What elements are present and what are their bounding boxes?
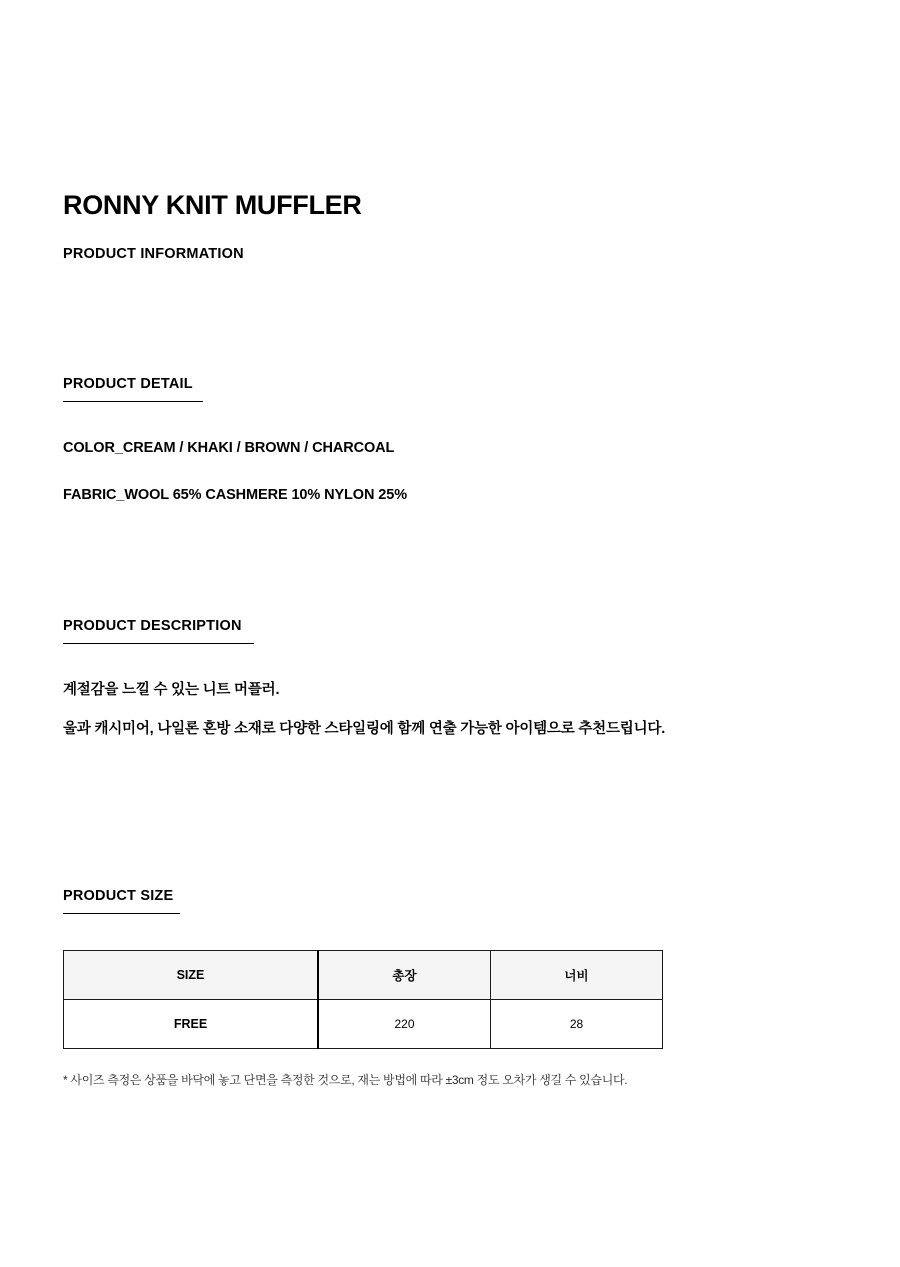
product-size-heading: [63, 886, 180, 914]
page-title: RONNY KNIT MUFFLER: [63, 190, 362, 220]
description-line-1: 계절감을 느낄 수 있는 니트 머플러.: [63, 682, 280, 698]
table-row: [64, 1000, 663, 1049]
product-size-heading-rule: [63, 913, 180, 914]
column-header-size: SIZE: [64, 951, 319, 1000]
product-detail-heading: [63, 374, 203, 402]
cell-length-value: 220: [318, 1000, 491, 1049]
product-information-heading: PRODUCT INFORMATION: [63, 246, 244, 262]
product-description-heading: [63, 616, 254, 644]
spec-fabric: FABRIC_WOOL 65% CASHMERE 10% NYLON 25%: [63, 487, 408, 503]
product-detail-heading-rule: [63, 401, 203, 402]
size-table: [63, 950, 663, 1049]
size-table-header: [64, 951, 663, 1000]
cell-width-value: 28: [491, 1000, 663, 1049]
description-line-2: 울과 캐시미어, 나일론 혼방 소재로 다양한 스타일링에 함께 연출 가능한 아이템으로 추천드립니다.: [63, 721, 666, 737]
cell-size-free: FREE: [64, 1000, 319, 1049]
spec-color: COLOR_CREAM / KHAKI / BROWN / CHARCOAL: [63, 440, 395, 456]
column-header-length: 총장: [318, 951, 491, 1000]
product-description-heading-rule: [63, 643, 254, 644]
size-measurement-note: * 사이즈 측정은 상품을 바닥에 놓고 단면을 측정한 것으로, 재는 방법에 따라 ±3cm 정도 오차가 생길 수 있습니다.: [63, 1073, 628, 1087]
product-description-heading-label: PRODUCT DESCRIPTION: [63, 618, 242, 634]
size-table-wrapper: [63, 950, 658, 1049]
size-table-body: [64, 1000, 663, 1049]
product-size-heading-label: PRODUCT SIZE: [63, 888, 174, 904]
product-detail-heading-label: PRODUCT DETAIL: [63, 376, 193, 392]
table-header-row: [64, 951, 663, 1000]
column-header-width: 너비: [491, 951, 663, 1000]
